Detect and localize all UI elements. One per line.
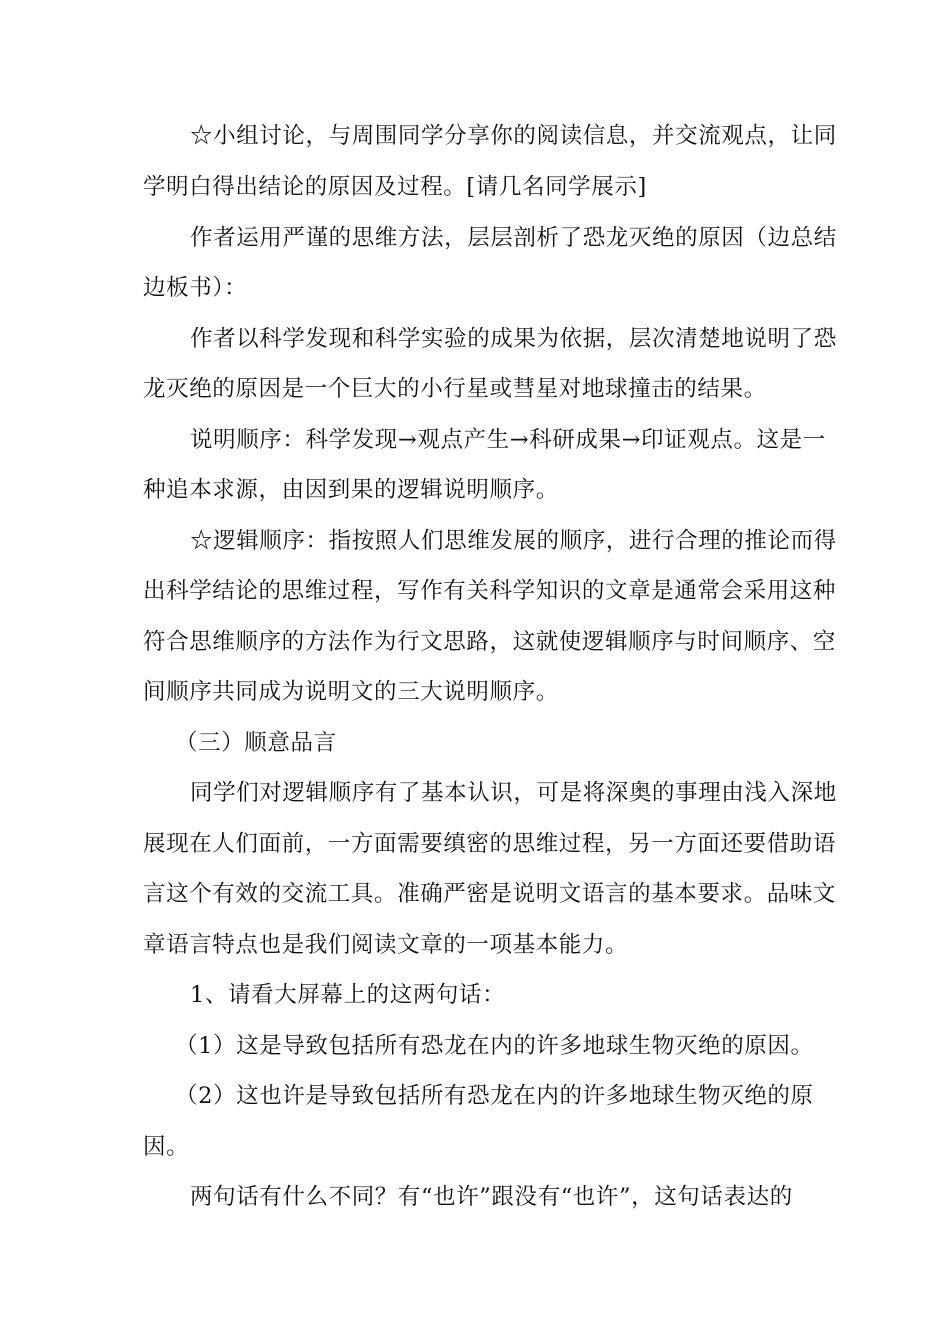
paragraph-line: 龙灭绝的原因是一个巨大的小行星或彗星对地球撞击的结果。 xyxy=(143,376,767,402)
section-heading: （三）顺意品言 xyxy=(175,730,337,756)
paragraph-line: 作者以科学发现和科学实验的成果为依据，层次清楚地说明了恐 xyxy=(190,326,837,352)
paragraph-line: 间顺序共同成为说明文的三大说明顺序。 xyxy=(143,679,559,705)
paragraph-line: 言这个有效的交流工具。准确严密是说明文语言的基本要求。品味文 xyxy=(143,881,837,907)
paragraph-line: 展现在人们面前，一方面需要缜密的思维过程，另一方面还要借助语 xyxy=(143,831,837,857)
paragraph-line: 符合思维顺序的方法作为行文思路，这就使逻辑顺序与时间顺序、空 xyxy=(143,629,837,655)
example-sentence: （2）这也许是导致包括所有恐龙在内的许多地球生物灭绝的原 xyxy=(175,1083,814,1109)
paragraph-line: 说明顺序：科学发现→观点产生→科研成果→印证观点。这是一 xyxy=(190,427,826,453)
paragraph-line: 种追本求源，由因到果的逻辑说明顺序。 xyxy=(143,477,559,503)
paragraph-line: 两句话有什么不同？有“也许”跟没有“也许”，这句话表达的 xyxy=(190,1184,793,1210)
numbered-item: 1、请看大屏幕上的这两句话： xyxy=(190,982,506,1008)
example-sentence: （1）这是导致包括所有恐龙在内的许多地球生物灭绝的原因。 xyxy=(175,1033,814,1059)
paragraph-line: ☆逻辑顺序：指按照人们思维发展的顺序，进行合理的推论而得 xyxy=(190,528,837,554)
paragraph-line: ☆小组讨论，与周围同学分享你的阅读信息，并交流观点，让同 xyxy=(190,123,837,149)
paragraph-line: 同学们对逻辑顺序有了基本认识，可是将深奥的事理由浅入深地 xyxy=(190,780,837,806)
paragraph-line: 边板书）： xyxy=(143,275,248,301)
paragraph-line: 出科学结论的思维过程，写作有关科学知识的文章是通常会采用这种 xyxy=(143,578,837,604)
paragraph-line: 学明白得出结论的原因及过程。[请几名同学展示] xyxy=(143,174,647,200)
paragraph-line: 因。 xyxy=(143,1134,190,1160)
paragraph-line: 作者运用严谨的思维方法，层层剖析了恐龙灭绝的原因（边总结 xyxy=(190,225,837,251)
paragraph-line: 章语言特点也是我们阅读文章的一项基本能力。 xyxy=(143,932,629,958)
